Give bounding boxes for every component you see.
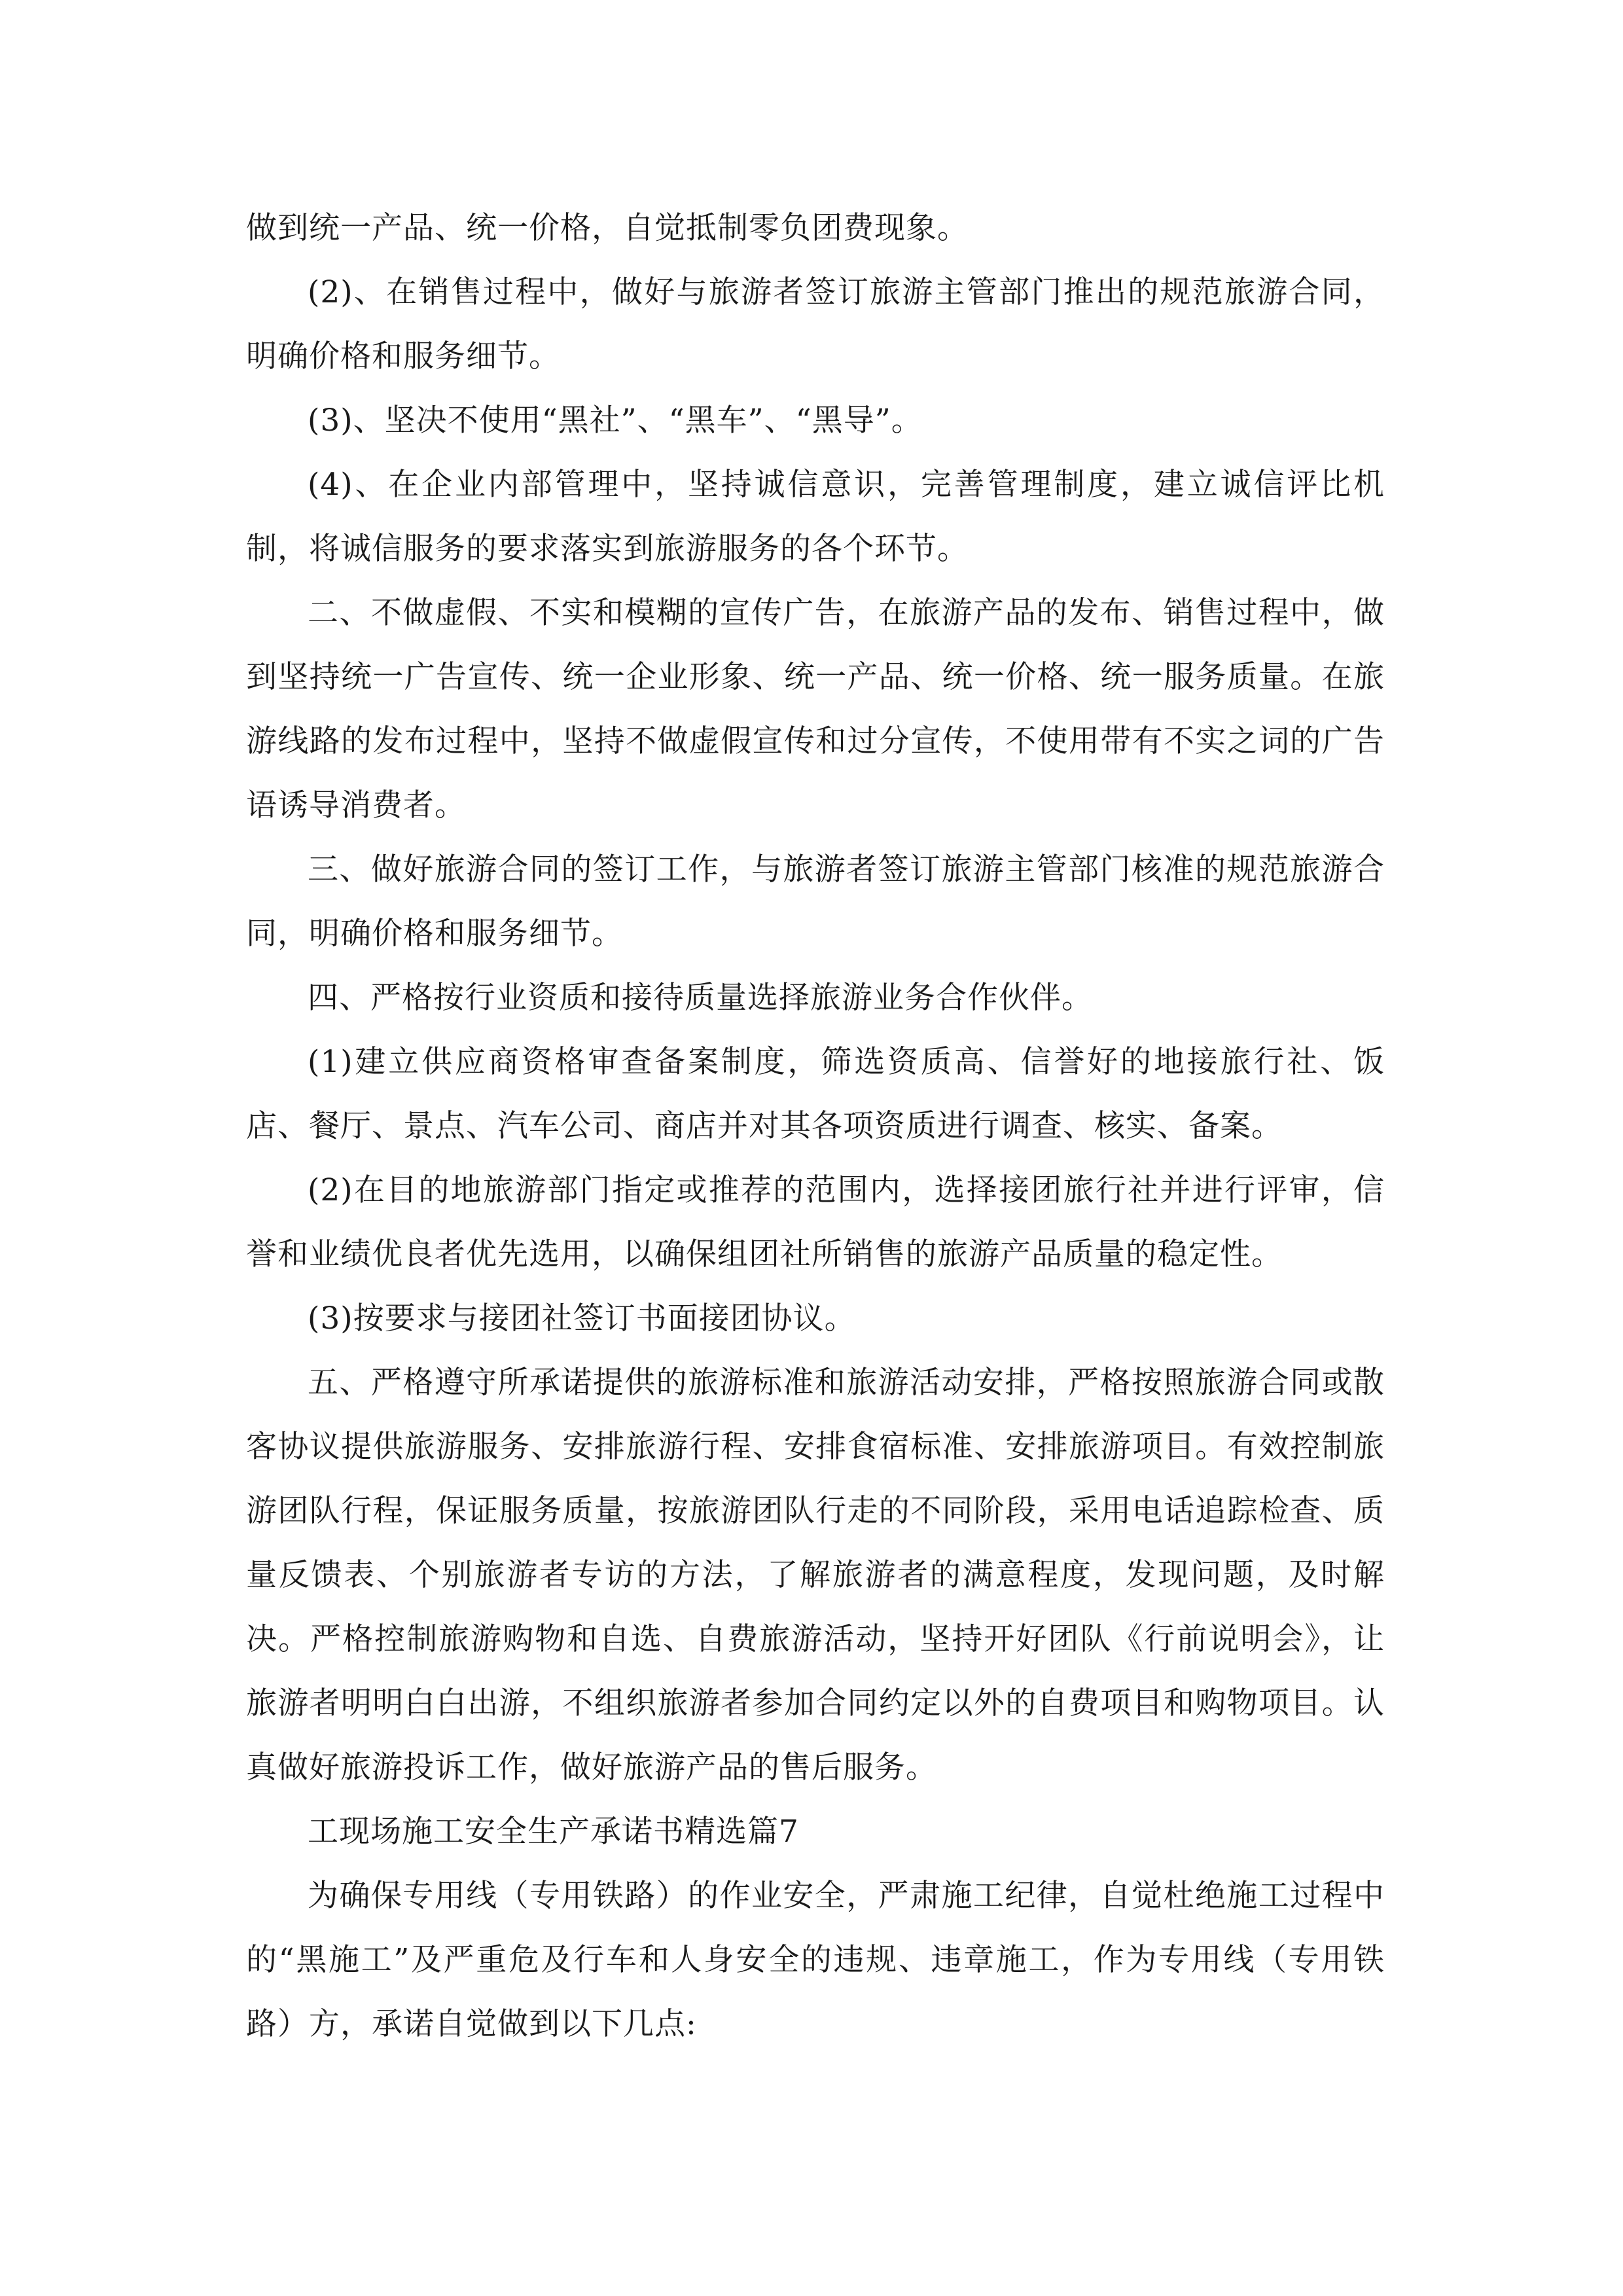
paragraph-section-3: 三、做好旅游合同的签订工作，与旅游者签订旅游主管部门核准的规范旅游合同，明确价格和服务细节。 (246, 852, 1385, 952)
paragraph-intro: 为确保专用线（专用铁路）的作业安全，严肃施工纪律，自觉杜绝施工过程中的“黑施工”及严重危及行车和人身安全的违规、违章施工，作为专用线（专用铁路）方，承诺自觉做到以下几点: (246, 1878, 1385, 2042)
paragraph-continuation: 做到统一产品、统一价格，自觉抵制零负团费现象。 (246, 210, 969, 246)
paragraph-item-4: (4)、在企业内部管理中，坚持诚信意识，完善管理制度，建立诚信评比机制，将诚信服务的要求落实到旅游服务的各个环节。 (246, 467, 1385, 567)
paragraph-item-3: (3)、坚决不使用“黑社”、“黑车”、“黑导”。 (308, 403, 923, 439)
paragraph-subitem-2: (2)在目的地旅游部门指定或推荐的范围内，选择接团旅行社并进行评审，信誉和业绩优良者优先选用，以确保组团社所销售的旅游产品质量的稳定性。 (246, 1172, 1385, 1272)
section-heading: 工现场施工安全生产承诺书精选篇7 (308, 1814, 799, 1850)
paragraph-subitem-1: (1)建立供应商资格审查备案制度，筛选资质高、信誉好的地接旅行社、饭店、餐厅、景点、汽车公司、商店并对其各项资质进行调查、核实、备案。 (246, 1044, 1385, 1144)
document-body (246, 196, 1385, 2056)
paragraph-section-2: 二、不做虚假、不实和模糊的宣传广告，在旅游产品的发布、销售过程中，做到坚持统一广告宣传、统一企业形象、统一产品、统一价格、统一服务质量。在旅游线路的发布过程中，坚持不做虚假宣传和过分宣传，不使用带有不实之词的广告语诱导消费者。 (246, 595, 1385, 823)
paragraph-section-5: 五、严格遵守所承诺提供的旅游标准和旅游活动安排，严格按照旅游合同或散客协议提供旅游服务、安排旅游行程、安排食宿标准、安排旅游项目。有效控制旅游团队行程，保证服务质量，按旅游团队行走的不同阶段，采用电话追踪检查、质量反馈表、个别旅游者专访的方法，了解旅游者的满意程度，发现问题，及时解决。严格控制旅游购物和自选、自费旅游活动，坚持开好团队《行前说明会》，让旅游者明明白白出游，不组织旅游者参加合同约定以外的自费项目和购物项目。认真做好旅游投诉工作，做好旅游产品的售后服务。 (246, 1365, 1385, 1785)
paragraph-subitem-3: (3)按要求与接团社签订书面接团协议。 (308, 1300, 856, 1336)
paragraph-section-4: 四、严格按行业资质和接待质量选择旅游业务合作伙伴。 (308, 980, 1093, 1016)
paragraph-item-2: (2)、在销售过程中，做好与旅游者签订旅游主管部门推出的规范旅游合同，明确价格和服务细节。 (246, 274, 1385, 374)
